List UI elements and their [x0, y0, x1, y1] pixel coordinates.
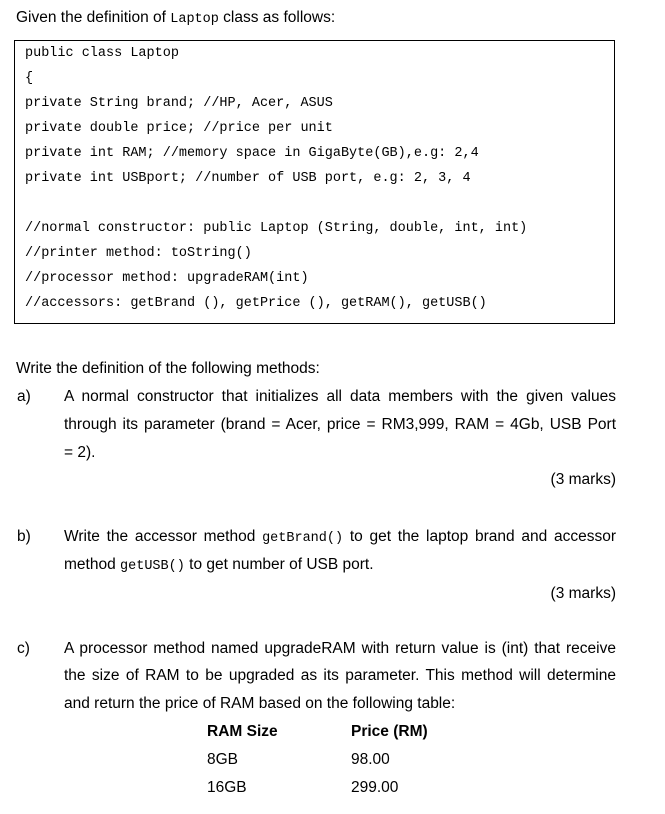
- code-line: //processor method: upgradeRAM(int): [25, 271, 309, 286]
- question-b-marks: (3 marks): [550, 585, 616, 602]
- question-c-text: the size of RAM to be upgraded as its parameter. This method will determine: [64, 667, 616, 684]
- code-line: public class Laptop: [25, 46, 179, 61]
- question-b-label: b): [17, 528, 31, 545]
- question-c-text: A processor method named upgradeRAM with return value is (int) that receive: [64, 640, 616, 657]
- table-cell-ram-size: 8GB: [207, 751, 239, 768]
- question-c-text: and return the price of RAM based on the following table:: [64, 695, 456, 712]
- code-line: private String brand; //HP, Acer, ASUS: [25, 96, 333, 111]
- code-line: //normal constructor: public Laptop (String, double, int, int): [25, 221, 528, 236]
- table-cell-price: 98.00: [351, 751, 390, 768]
- question-a-text: A normal constructor that initializes all data members with the given values: [64, 388, 616, 405]
- intro-text: Given the definition of Laptop class as follows:: [16, 9, 336, 27]
- question-b-text: method getUSB() to get number of USB port.: [64, 556, 374, 574]
- code-line: private double price; //price per unit: [25, 121, 333, 136]
- code-line: //accessors: getBrand (), getPrice (), getRAM(), getUSB(): [25, 296, 487, 311]
- code-line: private int USBport; //number of USB port, e.g: 2, 3, 4: [25, 171, 471, 186]
- getusb-code: getUSB(): [120, 559, 185, 574]
- question-a-text: = 2).: [64, 444, 96, 461]
- code-line: private int RAM; //memory space in GigaByte(GB),e.g: 2,4: [25, 146, 479, 161]
- table-header-ram-size: RAM Size: [207, 723, 278, 740]
- code-line: {: [25, 71, 34, 86]
- question-a-label: a): [17, 388, 31, 405]
- code-box: [14, 40, 615, 324]
- class-name-code: Laptop: [170, 12, 219, 27]
- question-a-marks: (3 marks): [550, 471, 616, 488]
- table-cell-ram-size: 16GB: [207, 779, 247, 796]
- getbrand-code: getBrand(): [262, 531, 344, 546]
- code-line: //printer method: toString(): [25, 246, 252, 261]
- question-c-label: c): [17, 640, 30, 657]
- table-header-price: Price (RM): [351, 723, 428, 740]
- table-cell-price: 299.00: [351, 779, 399, 796]
- question-a-text: through its parameter (brand = Acer, price = RM3,999, RAM = 4Gb, USB Port: [64, 416, 616, 433]
- question-b-text: Write the accessor method getBrand() to get the laptop brand and accessor: [64, 528, 616, 546]
- questions-heading: Write the definition of the following methods:: [16, 360, 320, 377]
